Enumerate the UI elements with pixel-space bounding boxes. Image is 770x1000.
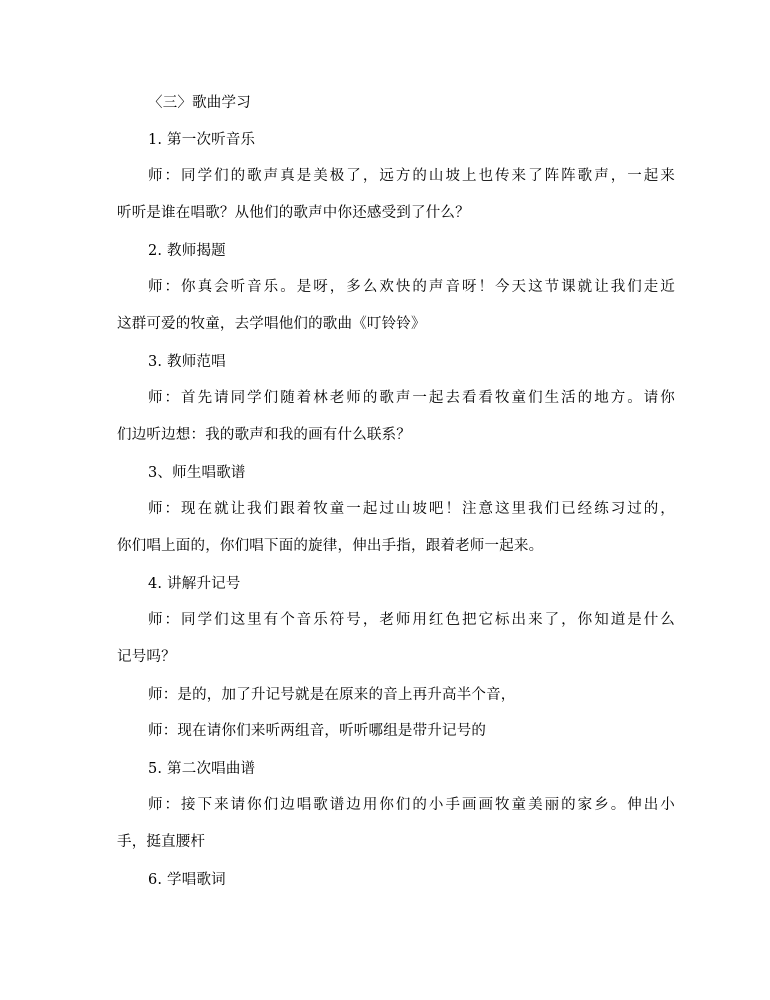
step-heading-1: 1. 第一次听音乐 — [148, 132, 256, 148]
step-heading-6: 6. 学唱歌词 — [148, 872, 226, 888]
paragraph-line: 师：首先请同学们随着林老师的歌声一起去看看牧童们生活的地方。请你 — [148, 390, 675, 406]
paragraph-line: 手，挺直腰杆 — [117, 834, 206, 850]
paragraph-line: 师：同学们这里有个音乐符号，老师用红色把它标出来了，你知道是什么 — [148, 612, 675, 628]
step-heading-2: 2. 教师揭题 — [148, 243, 226, 259]
section-heading: 〈三〉歌曲学习 — [148, 95, 251, 111]
paragraph-line: 你们唱上面的，你们唱下面的旋律，伸出手指，跟着老师一起来。 — [117, 538, 544, 554]
step-heading-3b: 3、师生唱歌谱 — [148, 465, 246, 481]
paragraph-line: 记号吗？ — [117, 649, 176, 665]
step-heading-3: 3. 教师范唱 — [148, 354, 226, 370]
step-heading-5: 5. 第二次唱曲谱 — [148, 761, 256, 777]
paragraph-line: 师：同学们的歌声真是美极了，远方的山坡上也传来了阵阵歌声，一起来 — [148, 168, 675, 184]
paragraph-line: 师：接下来请你们边唱歌谱边用你们的小手画画牧童美丽的家乡。伸出小 — [148, 797, 675, 813]
paragraph-line: 师：现在就让我们跟着牧童一起过山坡吧！注意这里我们已经练习过的， — [148, 501, 675, 517]
paragraph-line: 们边听边想：我的歌声和我的画有什么联系？ — [117, 427, 411, 443]
paragraph-line: 师：现在请你们来听两组音，听听哪组是带升记号的 — [148, 723, 487, 739]
paragraph-line: 师：是的，加了升记号就是在原来的音上再升高半个音， — [148, 687, 516, 703]
paragraph-line: 师：你真会听音乐。是呀，多么欢快的声音呀！今天这节课就让我们走近 — [148, 279, 675, 295]
paragraph-line: 这群可爱的牧童，去学唱他们的歌曲《叮铃铃》 — [117, 316, 426, 332]
paragraph-line: 听听是谁在唱歌？从他们的歌声中你还感受到了什么？ — [117, 205, 470, 221]
step-heading-4: 4. 讲解升记号 — [148, 576, 241, 592]
